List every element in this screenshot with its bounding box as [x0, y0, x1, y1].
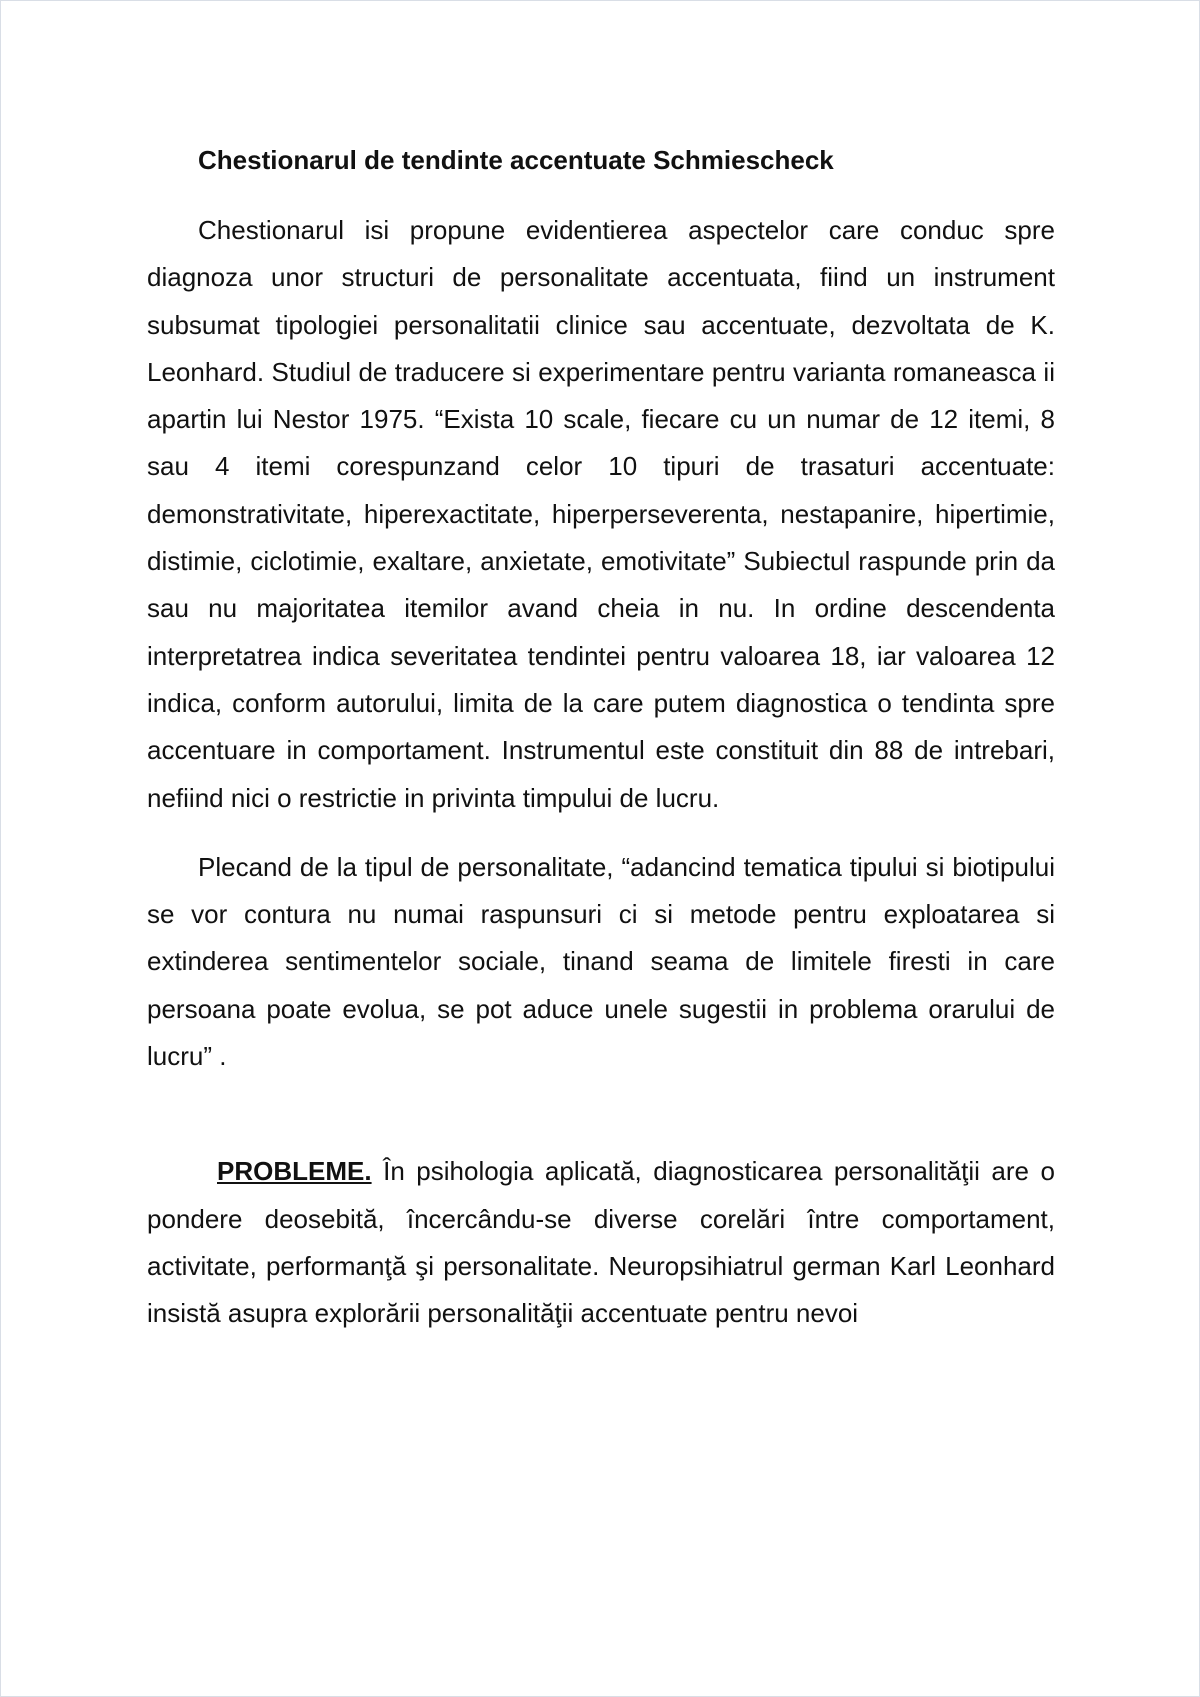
problems-text: În psihologia aplicată, diagnosticarea personalităţii are o pondere deosebită, încercându-se diverse corelări între comportament, activitate, performanţă şi personalitate. Neuropsihiatrul german Karl Leonhard insistă asupra explorării personalităţii accentuate pentru nevoi — [147, 1156, 1055, 1329]
paragraph-problems — [147, 1148, 1055, 1337]
paragraph-personality-type: Plecand de la tipul de personalitate, “adancind tematica tipului si biotipului se vor contura nu numai raspunsuri ci si metode pentru exploatarea si extinderea sentimentelor sociale, tinand seama de limitele firesti in care persoana poate evolua, se pot aduce unele sugestii in problema orarului de lucru” . — [147, 851, 1055, 1072]
paragraph-intro: Chestionarul isi propune evidentierea aspectelor care conduc spre diagnoza unor structuri de personalitate accentuata, fiind un instrument subsumat tipologiei personalitatii clinice sau accentuate, dezvoltata de K. Leonhard. Studiul de traducere si experimentare pentru varianta romaneasca ii apartin lui Nestor 1975. “Exista 10 scale, fiecare cu un numar de 12 itemi, 8 sau 4 itemi corespunzand celor 10 tipuri de trasaturi accentuate: demonstrativitate, hiperexactitate, hiperperseverenta, nestapanire, hipertimie, distimie, ciclotimie, exaltare, anxietate, emotivitate” Subiectul raspunde prin da sau nu majoritatea itemilor avand cheia in nu. In ordine descendenta interpretatrea indica severitatea tendintei pentru valoarea 18, iar valoarea 12 indica, conform autorului, limita de la care putem diagnostica o tendinta spre accentuare in comportament. Instrumentul este constituit din 88 de intrebari, nefiind nici o restrictie in privinta timpului de lucru. — [147, 215, 1055, 813]
problems-heading: PROBLEME. — [217, 1156, 372, 1187]
document-content — [147, 137, 1055, 1338]
document-title: Chestionarul de tendinte accentuate Schmiescheck — [198, 145, 834, 175]
